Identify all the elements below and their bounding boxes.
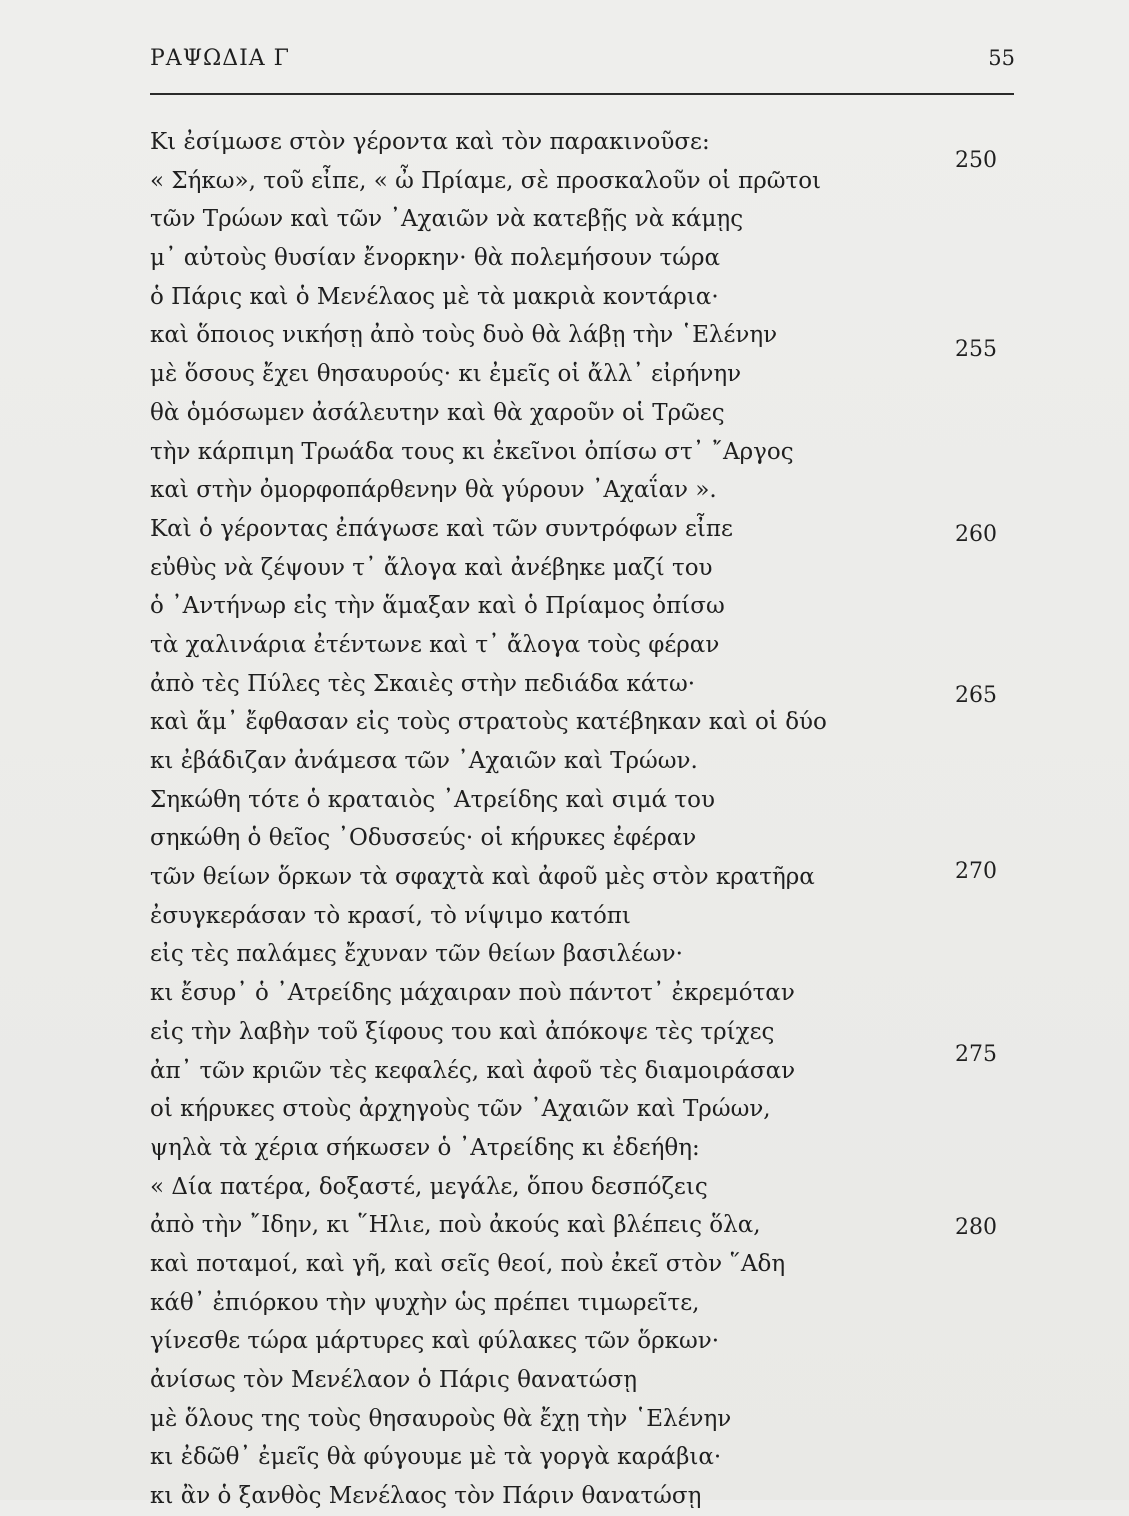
verse-line: Κι ἐσίμωσε στὸν γέροντα καὶ τὸν παρακινοῦσε: (150, 129, 710, 155)
verse-line: εὐθὺς νὰ ζέψουν τ᾿ ἄλογα καὶ ἀνέβηκε μαζί του (150, 554, 713, 581)
verse-line: κι ἐδῶθ᾿ ἐμεῖς θὰ φύγουμε μὲ τὰ γοργὰ καράβια· (150, 1444, 722, 1471)
verse-line: ψηλὰ τὰ χέρια σήκωσεν ὁ ᾿Ατρείδης κι ἐδεήθη: (150, 1134, 700, 1161)
verse-line: ὁ Πάρις καὶ ὁ Μενέλαος μὲ τὰ μακριὰ κοντάρια· (150, 283, 719, 310)
verse-line: ἐσυγκεράσαν τὸ κρασί, τὸ νίψιμο κατόπι (150, 902, 631, 929)
verse-line: τῶν Τρώων καὶ τῶν ᾿Αχαιῶν νὰ κατεβῇς νὰ κάμῃς (150, 206, 744, 233)
line-number-280: 280 (955, 1215, 997, 1240)
verse-line: « Δία πατέρα, δοξαστέ, μεγάλε, ὅπου δεσπόζεις (150, 1173, 708, 1200)
verse-line: καὶ στὴν ὀμορφοπάρθενην θὰ γύρουν ᾿Αχαΐαν ». (150, 477, 717, 504)
line-number-260: 260 (955, 522, 997, 547)
verse-line: μὲ ὅσους ἔχει θησαυρούς· κι ἐμεῖς οἱ ἄλλ᾿ εἰρήνην (150, 361, 742, 388)
line-number-255: 255 (955, 337, 997, 362)
line-number-265: 265 (955, 683, 997, 708)
verse-line: κάθ᾿ ἐπιόρκου τὴν ψυχὴν ὡς πρέπει τιμωρεῖτε, (150, 1289, 700, 1316)
verse-line: τὴν κάρπιμη Τρωάδα τους κι ἐκεῖνοι ὀπίσω στ᾿ ῎Αργος (150, 438, 794, 465)
verse-line: ἀπ᾿ τῶν κριῶν τὲς κεφαλές, καὶ ἀφοῦ τὲς διαμοιράσαν (150, 1057, 796, 1084)
verse-line: κι ἔσυρ᾿ ὁ ᾿Ατρείδης μάχαιραν ποὺ πάντοτ᾿ ἐκρεμόταν (150, 980, 795, 1007)
verse-line: « Σήκω», τοῦ εἶπε, « ὦ Πρίαμε, σὲ προσκαλοῦν οἱ πρῶτοι (150, 167, 822, 194)
verse-line: ἀνίσως τὸν Μενέλαον ὁ Πάρις θανατώσῃ (150, 1367, 637, 1393)
verse-line: οἱ κήρυκες στοὺς ἀρχηγοὺς τῶν ᾿Αχαιῶν καὶ Τρώων, (150, 1096, 771, 1123)
verse-line: μ᾿ αὐτοὺς θυσίαν ἔνορκην· θὰ πολεμήσουν τώρα (150, 245, 721, 272)
verse-line: γίνεσθε τώρα μάρτυρες καὶ φύλακες τῶν ὅρκων· (150, 1328, 720, 1355)
line-number-270: 270 (955, 859, 997, 884)
verse-line: κι ἂν ὁ ξανθὸς Μενέλαος τὸν Πάριν θανατώσῃ (150, 1483, 702, 1510)
verse-line: μὲ ὅλους της τοὺς θησαυροὺς θὰ ἔχῃ τὴν ῾Ελένην (150, 1405, 732, 1432)
verse-block (150, 123, 910, 1516)
verse-line: εἰς τὴν λαβὴν τοῦ ξίφους του καὶ ἀπόκοψε τὲς τρίχες (150, 1018, 775, 1045)
verse-line: καὶ ποταμοί, καὶ γῆ, καὶ σεῖς θεοί, ποὺ ἐκεῖ στὸν ῞Αδη (150, 1250, 786, 1277)
verse-line: κι ἐβάδιζαν ἀνάμεσα τῶν ᾿Αχαιῶν καὶ Τρώων. (150, 748, 698, 774)
verse-line: Καὶ ὁ γέροντας ἐπάγωσε καὶ τῶν συντρόφων εἶπε (150, 515, 733, 542)
verse-line: τῶν θείων ὅρκων τὰ σφαχτὰ καὶ ἀφοῦ μὲς στὸν κρατῆρα (150, 864, 815, 891)
verse-line: εἰς τὲς παλάμες ἔχυναν τῶν θείων βασιλέων· (150, 941, 683, 968)
running-head-title: ΡΑΨΩΔΙΑ Γ (150, 46, 290, 71)
verse-line: ἀπὸ τὴν ῎Ιδην, κι ῞Ηλιε, ποὺ ἀκούς καὶ βλέπεις ὅλα, (150, 1212, 761, 1239)
verse-line: καὶ ἅμ᾿ ἔφθασαν εἰς τοὺς στρατοὺς κατέβηκαν καὶ οἱ δύο (150, 709, 827, 736)
verse-line: τὰ χαλινάρια ἐτέντωνε καὶ τ᾿ ἄλογα τοὺς φέραν (150, 631, 720, 658)
verse-line: ὁ ᾿Αντήνωρ εἰς τὴν ἅμαξαν καὶ ὁ Πρίαμος ὀπίσω (150, 593, 725, 620)
page-number: 55 (988, 46, 1015, 70)
header-rule (150, 93, 1014, 95)
verse-line: Σηκώθη τότε ὁ κραταιὸς ᾿Ατρείδης καὶ σιμά του (150, 786, 715, 813)
line-number-250: 250 (955, 148, 997, 173)
verse-line: σηκώθη ὁ θεῖος ᾿Οδυσσεύς· οἱ κήρυκες ἐφέραν (150, 825, 697, 852)
line-number-275: 275 (955, 1042, 997, 1067)
verse-line: καὶ ὅποιος νικήσῃ ἀπὸ τοὺς δυὸ θὰ λάβῃ τὴν ῾Ελένην (150, 322, 778, 349)
verse-line: θὰ ὁμόσωμεν ἀσάλευτην καὶ θὰ χαροῦν οἱ Τρῶες (150, 399, 725, 426)
verse-line: ἀπὸ τὲς Πύλες τὲς Σκαιὲς στὴν πεδιάδα κάτω· (150, 670, 696, 697)
